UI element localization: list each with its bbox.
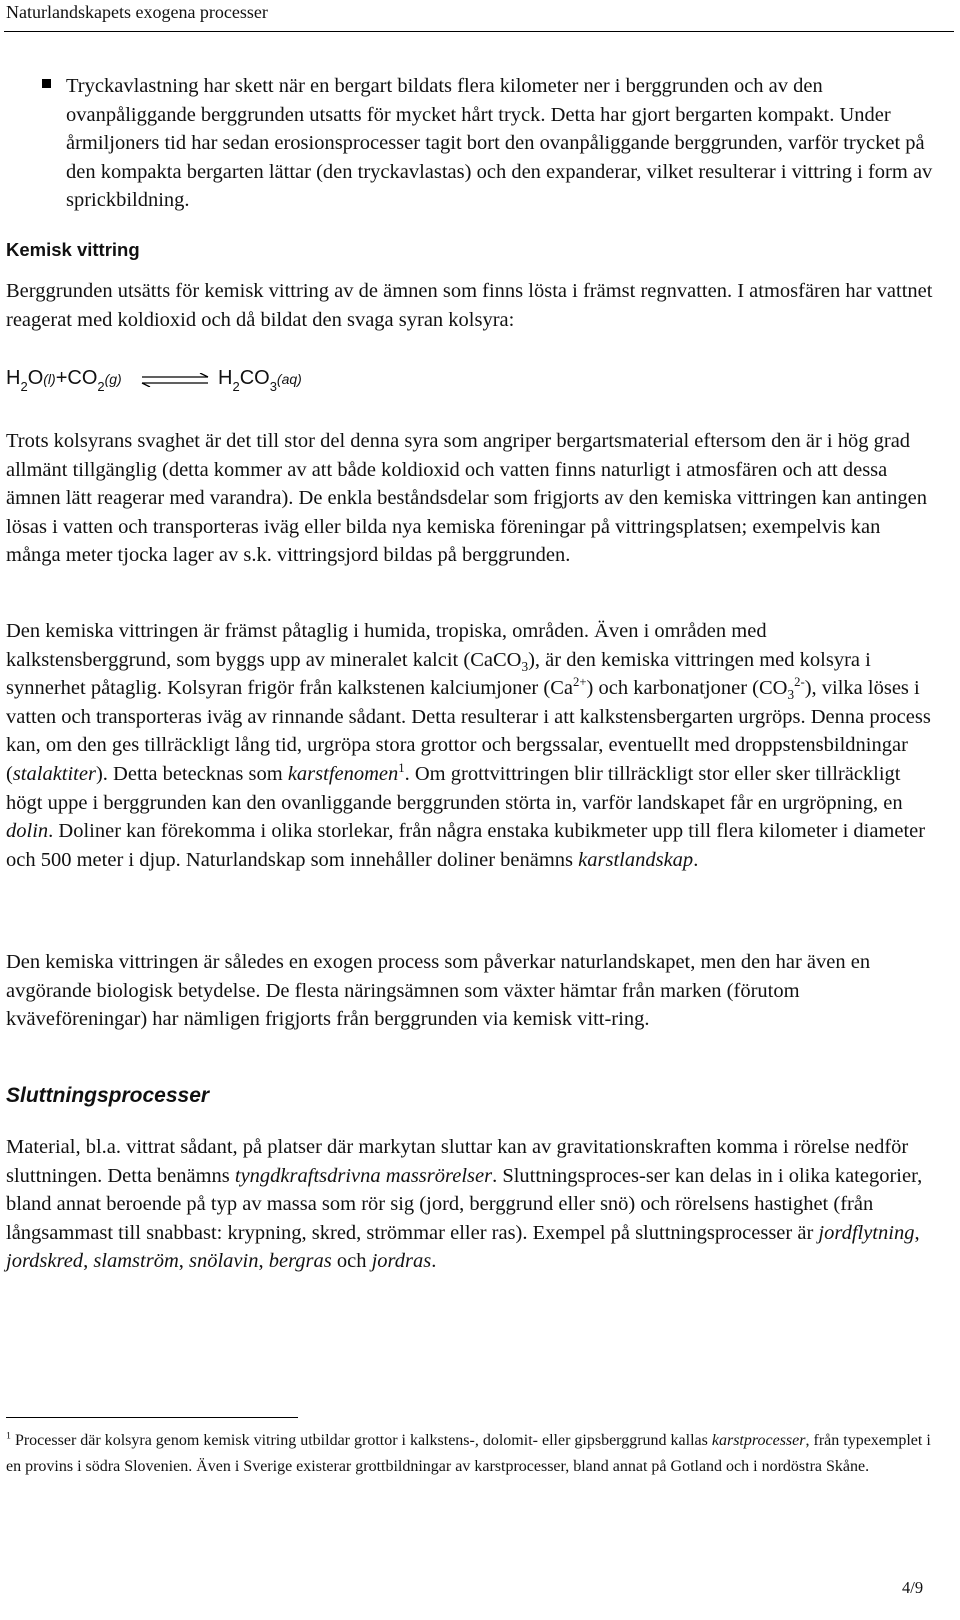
eq-h: H <box>6 367 21 389</box>
eq-sub: 3 <box>269 379 277 394</box>
eq-phase-aqueous: (aq) <box>276 371 302 387</box>
footnote-marker: 1 <box>6 1430 11 1442</box>
header-divider <box>4 31 954 32</box>
eq-phase-liquid: (l) <box>43 371 56 387</box>
paragraph-biologisk-betydelse: Den kemiska vittringen är således en exogen process som påverkar naturlandskapet, men den har även en avgörande biologisk betydelse. De flesta näringsämnen som växter hämtar från marken (förutom kväveföreningar) har nämligen frigjorts från berggrunden via kemisk vitt-ring. <box>6 951 871 1031</box>
paragraph-kolsyra: Trots kolsyrans svaghet är det till stor del denna syra som angriper bergartsmaterial eftersom den är i hög grad allmänt tillgänglig (detta kommer av att både koldioxid och vatten finns naturligt i atmosfären och att dessa ämnen lätt reagerar med varandra). De enkla beståndsdelar som frigjorts av den kemiska vittringen kan antingen lösas i vatten och transporteras iväg eller bilda nya kemiska föreningar på vittringsplatsen; exempelvis kan många meter tjocka lager av s.k. vittringsjord bildas på berggrunden. <box>6 430 928 567</box>
section-heading-sluttningsprocesser: Sluttningsprocesser <box>6 1084 210 1107</box>
running-header: Naturlandskapets exogena processer <box>6 2 268 22</box>
equation-product <box>218 367 302 394</box>
equilibrium-arrows-icon <box>140 373 210 387</box>
bullet-item <box>66 72 936 215</box>
equation-reactants <box>6 367 122 394</box>
chemical-equation <box>6 363 506 399</box>
footnote: $^1$ Processer där kolsyra genom kemisk vitring utbildar grottor i kalkstens-, dolomit- eller gipsberggrund kallas karstprocesser, från typexemplet i en provins i södra Slovenien. Även i Sverige existerar grottbildningar av karstprocesser, bland annat på Gotland och i nordöstra Skåne. <box>6 1430 931 1475</box>
bullet-text: Tryckavlastning har skett när en bergart bildats flera kilometer ner i berggrunden och av den ovanpåliggande berggrunden utsatts för mycket hårt tryck. Detta har gjort bergarten kompakt. Under årmiljoners tid har sedan erosionsprocesser tagit bort den ovanpåliggande berggrunden, varför trycket på den kompakta bergarten lättar (den tryckavlastas) och den expanderar, vilket resulterar i vittring i form av sprickbildning. <box>66 75 933 211</box>
footnote-divider <box>6 1417 298 1418</box>
eq-co: CO <box>67 367 98 389</box>
eq-co: CO <box>239 367 270 389</box>
eq-sub: 2 <box>97 379 105 394</box>
eq-o: O <box>27 367 44 389</box>
paragraph-sluttningsprocesser: Material, bl.a. vittrat sådant, på platser där markytan sluttar kan av gravitationskraften komma i rörelse nedför sluttningen. Detta benämns tyngdkraftsdrivna massrörelser. Sluttningsproces-ser kan delas in i olika kategorier, bland annat beroende på typ av massa som rör sig (jord, berggrund eller snö) och rörelsens hastighet (från långsammast till snabbast: krypning, skred, strömmar eller ras). Exempel på sluttningsprocesser är jordflytning, jordskred, slamström, snölavin, bergras och jordras. <box>6 1136 923 1273</box>
square-bullet-icon <box>42 79 51 88</box>
paragraph-kemisk-intro: Berggrunden utsätts för kemisk vittring av de ämnen som finns lösta i främst regnvatten. I atmosfären har vattnet reagerat med koldioxid och då bildat den svaga syran kolsyra: <box>6 280 933 331</box>
page-number: 4/9 <box>902 1578 924 1597</box>
eq-h: H <box>218 367 233 389</box>
eq-phase-gas: (g) <box>104 371 122 387</box>
section-heading-kemisk-vittring: Kemisk vittring <box>6 239 140 260</box>
eq-sub: 2 <box>20 379 28 394</box>
footnote-reference[interactable]: 1 <box>398 761 405 776</box>
eq-sub: 2 <box>232 379 240 394</box>
eq-plus: + <box>55 367 68 389</box>
paragraph-karst: Den kemiska vittringen är främst påtaglig i humida, tropiska, områden. Även i områden med kalkstensberggrund, som byggs upp av mineralet kalcit (CaCO$_3$), är den kemiska vittringen med kolsyra i synnerhet påtaglig. Kolsyran frigör från kalkstenen kalciumjoner $(Ca^{2+})$ och karbonatjoner $(CO_3^{2-})$, vilka löses i vatten och transporteras iväg av rinnande sådant. Detta resulterar i att kalkstensbergarten urgröps. Denna process kan, om den ges tillräckligt lång tid, urgröpa stora grottor och bergssalar, eventuellt med droppstensbildningar (stalaktiter). Detta betecknas som karstfenomen$^1$. Om grottvittringen blir tillräckligt stor eller sker tillräckligt högt uppe i berggrunden kan den ovanliggande berggrunden störta in, varför landskapet får en urgröpning, en dolin. Doliner kan förekomma i olika storlekar, från några enstaka kubikmeter upp till flera kilometer i diameter och 500 meter i djup. Naturlandskap som innehåller doliner benämns karstlandskap. <box>6 620 931 871</box>
